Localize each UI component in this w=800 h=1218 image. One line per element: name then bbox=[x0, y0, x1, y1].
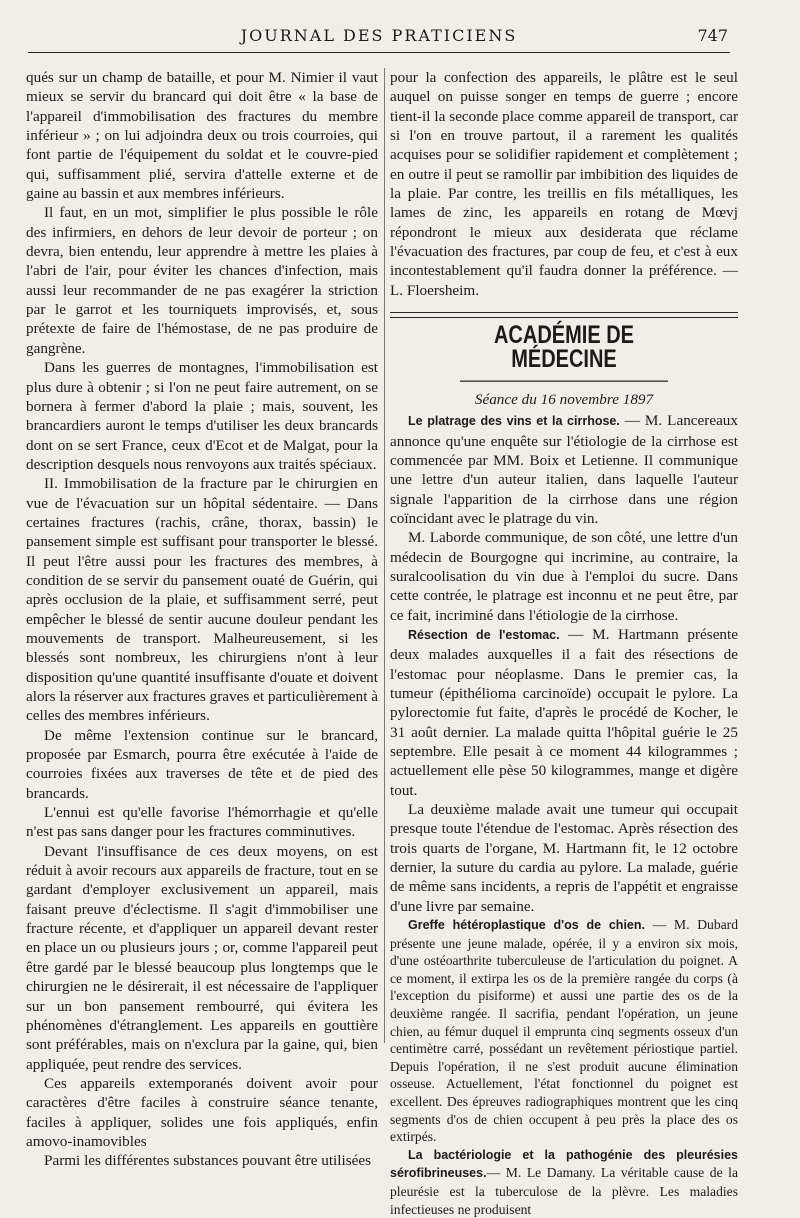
right-intro-paragraph: pour la confection des appareils, le plâtre est le seul auquel on puisse songer en temps de guerre ; encore tient-il la seconde place comme appareil de transport, car si l'on en trouve partout, il a rarement les qualités acquises pour se solidifier rapidement et complètement ; en outre il peut se ramollir par imbibition des liquides de la plaie. Par contre, les treillis en fils métalliques, les lames de zinc, les appareils en rotang de Mœvj répondront le mieux aux desiderata que réclame l'évacuation des fractures, par coup de feu, et c'est à eux incontestablement qu'il faudra donner la préférence. — L. Floersheim. bbox=[390, 69, 738, 299]
left-paragraph-8: Ces appareils extemporanés doivent avoir pour caractères d'être faciles à construire séance tenante, faciles à appliquer, solides une fois appliqués, enfin amovo-inamovibles bbox=[26, 1074, 378, 1150]
item-5-heading: Greffe hétéroplastique d'os de chien. bbox=[408, 918, 645, 933]
item-3-heading: Résection de l'estomac. bbox=[408, 627, 560, 642]
item-2 bbox=[390, 528, 738, 625]
column-divider bbox=[384, 68, 385, 1043]
item-6-text: — M. Le Damany. La véritable cause de la pleurésie est la tuberculose de la plèvre. Les maladies infectieuses ne produisent bbox=[390, 1165, 738, 1217]
item-1-text: — M. Lancereaux annonce qu'une enquête sur l'étiologie de la cirrhose est commencée par MM. Boix et Letienne. Il communique une lettre d'un auteur italien, dans laquelle l'auteur signale l'apparition de la cirrhose dans une région coïncidant avec le platrage du vin. bbox=[390, 412, 738, 527]
left-paragraph-6: L'ennui est qu'elle favorise l'hémorrhagie et qu'elle n'est pas sans danger pour les fractures comminutives. bbox=[26, 804, 378, 841]
item-6 bbox=[390, 1146, 738, 1218]
left-paragraph-2: Il faut, en un mot, simplifier le plus possible le rôle des infirmiers, en dehors de leur devoir de porteur ; on devra, bien entendu, leur apprendre à mettre les plaies à l'abri de l'air, pour éviter les chances d'infection, mais aussi leur recommander de ne pas exagérer la striction par le garrot et les tourniquets improvisés, et, sous prétexte de faire de l'hémostase, de ne pas produire de gangrène. bbox=[26, 204, 378, 357]
item-1-heading: Le platrage des vins et la cirrhose. bbox=[408, 414, 620, 429]
left-paragraph-4: II. Immobilisation de la fracture par le chirurgien en vue de l'évacuation sur un hôpital sédentaire. — Dans certaines fractures (rachis, crâne, thorax, bassin) le pansement simple est suffisant pour transporter le blessé. Il peut l'être aussi pour les fractures des membres, à condition de se servir du pansement ouaté de Guérin, qui après occlusion de la plaie, et suffisamment serré, peut empêcher le blessé de sentir aucune douleur pendant les mouvements de transport. Malheureusement, si les blessés sont nombreux, les chirurgiens n'ont à leur disposition qu'une quantité insuffisante d'ouate et doivent alors la réserver aux fractures graves et particulièrement à celles des membres inférieurs. bbox=[26, 475, 378, 725]
left-paragraph-9: Parmi les différentes substances pouvant être utilisées bbox=[44, 1152, 372, 1170]
left-paragraph-5: De même l'extension continue sur le brancard, proposée par Esmarch, pourra être exécutée à l'aide de courroies fixées aux traverses de tête et de pied des brancards. bbox=[26, 726, 378, 802]
seance-date: Séance du 16 novembre 1897 bbox=[474, 390, 654, 408]
item-2-text: M. Laborde communique, de son côté, une lettre d'un médecin de Bourgogne qui incrimine, au contraire, la suralcoolisation du vin due à l'emploi du sucre. Dans cette contrée, le platrage est inconnu et ne peut être, par ce fait, incriminé dans l'étiologie de la cirrhose. bbox=[390, 529, 738, 624]
left-paragraph-7: Devant l'insuffisance de ces deux moyens, on est réduit à avoir recours aux appareils de fracture, tout en se gardant d'employer exclusivement un appareil, mais faisant preuve d'éclectisme. Il s'agit d'immobiliser une fracture récente, et d'appliquer un appareil devant rester en place un ou plusieurs jours ; or, comme l'appareil peut être gardé par le blessé beaucoup plus longtemps que le chirurgien ne le désirerait, il est nécessaire de l'appliquer sur un bon pansement rembourré, qui évitera les phénomènes d'étranglement. Les appareils en gouttière sont préférables, mais on n'exclura par la gaine, qui, bien appliquée, peut rendre des services. bbox=[26, 842, 378, 1073]
right-column bbox=[390, 68, 738, 1218]
item-4-text: La deuxième malade avait une tumeur qui occupait presque toute l'étendue de l'estomac. Après résection des trois quarts de l'organe, M. Hartmann fit, le 12 octobre dernier, la suture du cardia au pylore. La malade, guérie de même sans incidents, a repris de l'appétit et engraisse d'une livre par semaine. bbox=[390, 801, 738, 915]
item-5 bbox=[390, 916, 738, 1146]
item-1 bbox=[390, 411, 738, 528]
left-paragraph-1: qués sur un champ de bataille, et pour M. Nimier il vaut mieux se servir du brancard qui doit être « la base de l'appareil d'immobilisation des fractures du membre inférieur » ; on lui adjoindra deux ou trois courroies, qui font partie de l'équipement du soldat et le couvre-pied qui, suffisamment plié, servira d'attelle externe et de gaine au bassin et aux membres inférieurs. bbox=[26, 69, 378, 203]
section-title: ACADÉMIE DE MÉDECINE bbox=[460, 324, 668, 381]
item-5-text: — M. Dubard présente une jeune malade, opérée, il y a environ six mois, d'une ostéoarthrite tuberculeuse de l'articulation du poignet. A ce moment, il extirpa les os de la première rangée du corps (à l'exception du pisiforme) et aussi une partie des os de la deuxième rangée. Il sacrifia, pendant l'opération, un jeune chien, au fémur duquel il emprunta cinq segments osseux d'un centimètre carré, possédant un revêtement périostique partiel. Depuis l'opération, il ne s'est produit aucune élimination osseuse. Actuellement, l'état fonctionnel du poignet est excellent. Des épreuves radiographiques montrent que les cinq segments d'os de chien occupent à peu près la place des os extirpés. bbox=[390, 917, 738, 1145]
item-3 bbox=[390, 625, 738, 800]
page-header bbox=[28, 22, 730, 53]
section-separator bbox=[390, 312, 738, 318]
item-4 bbox=[390, 800, 738, 916]
left-column bbox=[26, 68, 378, 1171]
journal-title: JOURNAL DES PRATICIENS bbox=[240, 26, 518, 45]
page-number: 747 bbox=[697, 26, 728, 45]
item-6-heading: La bactériologie et la pathogénie des pleurésies sérofibrineuses. bbox=[390, 1147, 738, 1181]
left-paragraph-3: Dans les guerres de montagnes, l'immobilisation est plus dure à obtenir ; si l'on ne peut faire autrement, on se bornera à fermer d'abord la plaie ; mais, souvent, les brancardiers auront le temps d'utiliser les deux brancards dont on se sert France, ceux d'Ecot et de Malgat, pour la description desquels nous renvoyons aux traités spéciaux. bbox=[26, 359, 378, 473]
item-3-text: — M. Hartmann présente deux malades auxquelles il a fait des résections de l'estomac pour néoplasme. Dans le premier cas, la tumeur (épithélioma carcinoïde) occupait le pylore. La pylorectomie fut faite, d'après le procédé de Kocher, le 31 août dernier. La malade quitta l'hôpital guérie le 25 septembre. Elle pesait à ce moment 44 kilogrammes ; actuellement elle pèse 50 kilogrammes, mange et digère tout. bbox=[390, 625, 738, 799]
